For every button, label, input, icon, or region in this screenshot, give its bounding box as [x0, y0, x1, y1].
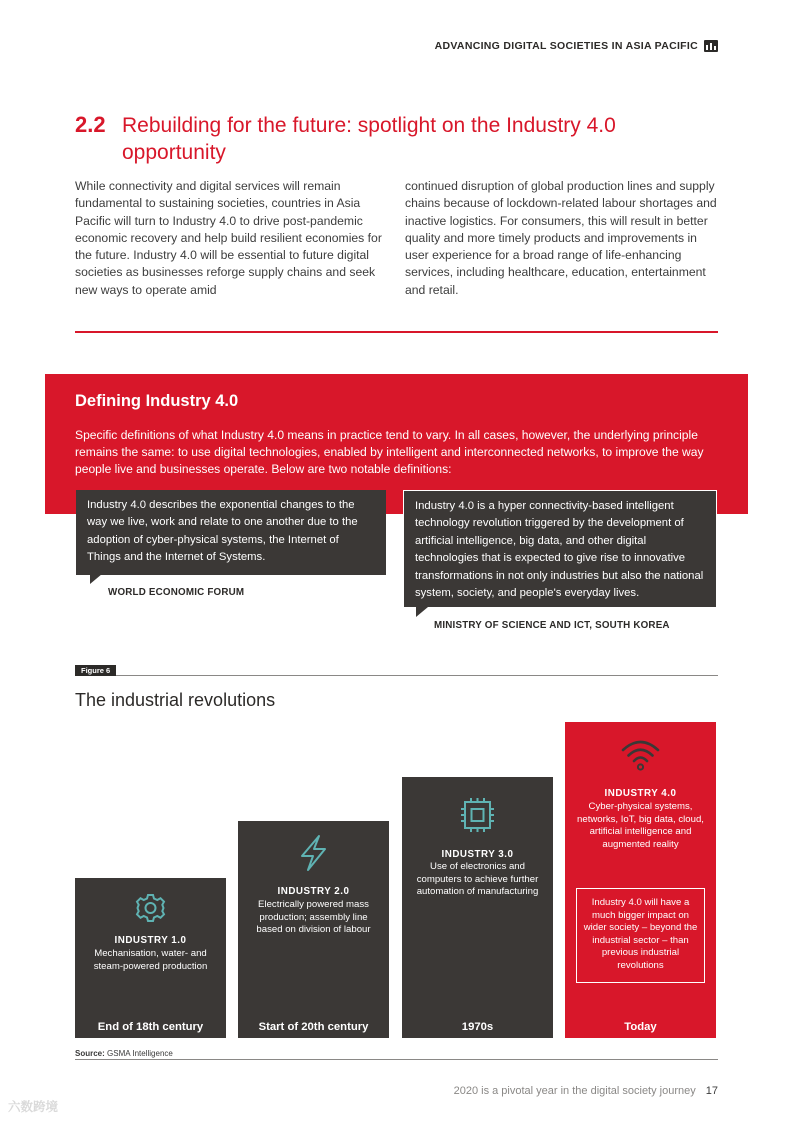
- quote-tail: [416, 607, 428, 617]
- quote-source-msit: MINISTRY OF SCIENCE AND ICT, SOUTH KOREA: [434, 620, 670, 631]
- revolution-description: Mechanisation, water- and steam-powered production: [93, 948, 208, 972]
- definition-intro: Specific definitions of what Industry 4.0 means in practice tend to vary. In all cases, however, the underlying principle remains the same: to use digital technologies, enabled by intelligent and interconnected networks, to improve the way people live and businesses operate. Below are two notable definitions:: [75, 428, 704, 476]
- intro-column-1: While connectivity and digital services will remain fundamental to sustaining societies, countries in Asia Pacific will turn to Industry 4.0 to drive post-pandemic economic recovery and help build resilient economies for the future. Industry 4.0 will be essential to future digital societies as businesses reforge supply chains and seek new ways to operate amid: [75, 179, 382, 297]
- running-title: ADVANCING DIGITAL SOCIETIES IN ASIA PACIFIC: [434, 40, 698, 52]
- revolution-era: Today: [624, 1021, 657, 1033]
- section-title: Rebuilding for the future: spotlight on the Industry 4.0 opportunity: [122, 114, 616, 164]
- wifi-icon: [565, 736, 716, 772]
- quote-box-wef: Industry 4.0 describes the exponential changes to the way we live, work and relate to one another due to the adoption of cyber-physical systems, the Internet of Things and the Internet of Systems.: [76, 490, 386, 575]
- impact-callout: Industry 4.0 will have a much bigger impact on wider society – beyond the industrial sector – than previous industrial revolutions: [576, 888, 705, 983]
- revolution-column-2: [238, 821, 389, 1038]
- quote-tail: [90, 574, 102, 584]
- revolution-name: INDUSTRY 3.0: [441, 849, 514, 860]
- revolution-era: Start of 20th century: [258, 1021, 369, 1033]
- revolution-description: Use of electronics and computers to achieve further automation of manufacturing: [416, 861, 539, 898]
- page-number: 17: [705, 1085, 718, 1097]
- revolution-column-3: [402, 777, 553, 1038]
- gear-icon: [75, 890, 226, 926]
- lightning-icon: [238, 835, 389, 871]
- footer-text: 2020 is a pivotal year in the digital society journey: [453, 1085, 696, 1097]
- intro-column-2: continued disruption of global production lines and supply chains because of lockdown-related labour shortages and inactive logistics. For consumers, this will result in better quality and more timely products and improvements in user experience for a broad range of life-enhancing services, including healthcare, education, entertainment and retail.: [405, 179, 717, 297]
- page-footer: [360, 1085, 718, 1097]
- revolution-name: INDUSTRY 2.0: [277, 886, 350, 897]
- revolution-description: Cyber-physical systems, networks, IoT, big data, cloud, artificial intelligence and augmented reality: [577, 801, 704, 850]
- source-text: GSMA Intelligence: [107, 1049, 173, 1058]
- figure-bottom-rule: [75, 1059, 718, 1060]
- watermark: 六数跨境: [8, 1100, 59, 1114]
- figure-source: [75, 1049, 173, 1058]
- revolution-column-1: [75, 878, 226, 1038]
- revolution-era: End of 18th century: [97, 1021, 204, 1033]
- building-icon: [704, 40, 718, 52]
- quote-source-wef: WORLD ECONOMIC FORUM: [108, 587, 245, 598]
- figure-label: Figure 6: [75, 665, 116, 676]
- revolution-era: 1970s: [461, 1021, 494, 1033]
- section-number: 2.2: [75, 112, 106, 137]
- chip-icon: [402, 797, 553, 833]
- revolution-description: Electrically powered mass production; assembly line based on division of labour: [256, 899, 371, 936]
- figure-title: The industrial revolutions: [75, 690, 276, 710]
- revolution-column-4: [565, 722, 716, 1038]
- quote-box-msit: Industry 4.0 is a hyper connectivity-based intelligent technology revolution triggered by the development of artificial intelligence, big data, and other digital technologies that is expected to give rise to innovative transformations in not only industries but also the national system, society, and people's everyday lives.: [403, 490, 717, 608]
- running-header: [300, 40, 718, 54]
- section-divider: [75, 331, 718, 333]
- revolution-name: INDUSTRY 4.0: [604, 788, 677, 799]
- revolution-name: INDUSTRY 1.0: [114, 935, 187, 946]
- definition-title: Defining Industry 4.0: [75, 392, 239, 410]
- figure-top-rule: [75, 675, 718, 676]
- source-label: Source:: [75, 1049, 105, 1058]
